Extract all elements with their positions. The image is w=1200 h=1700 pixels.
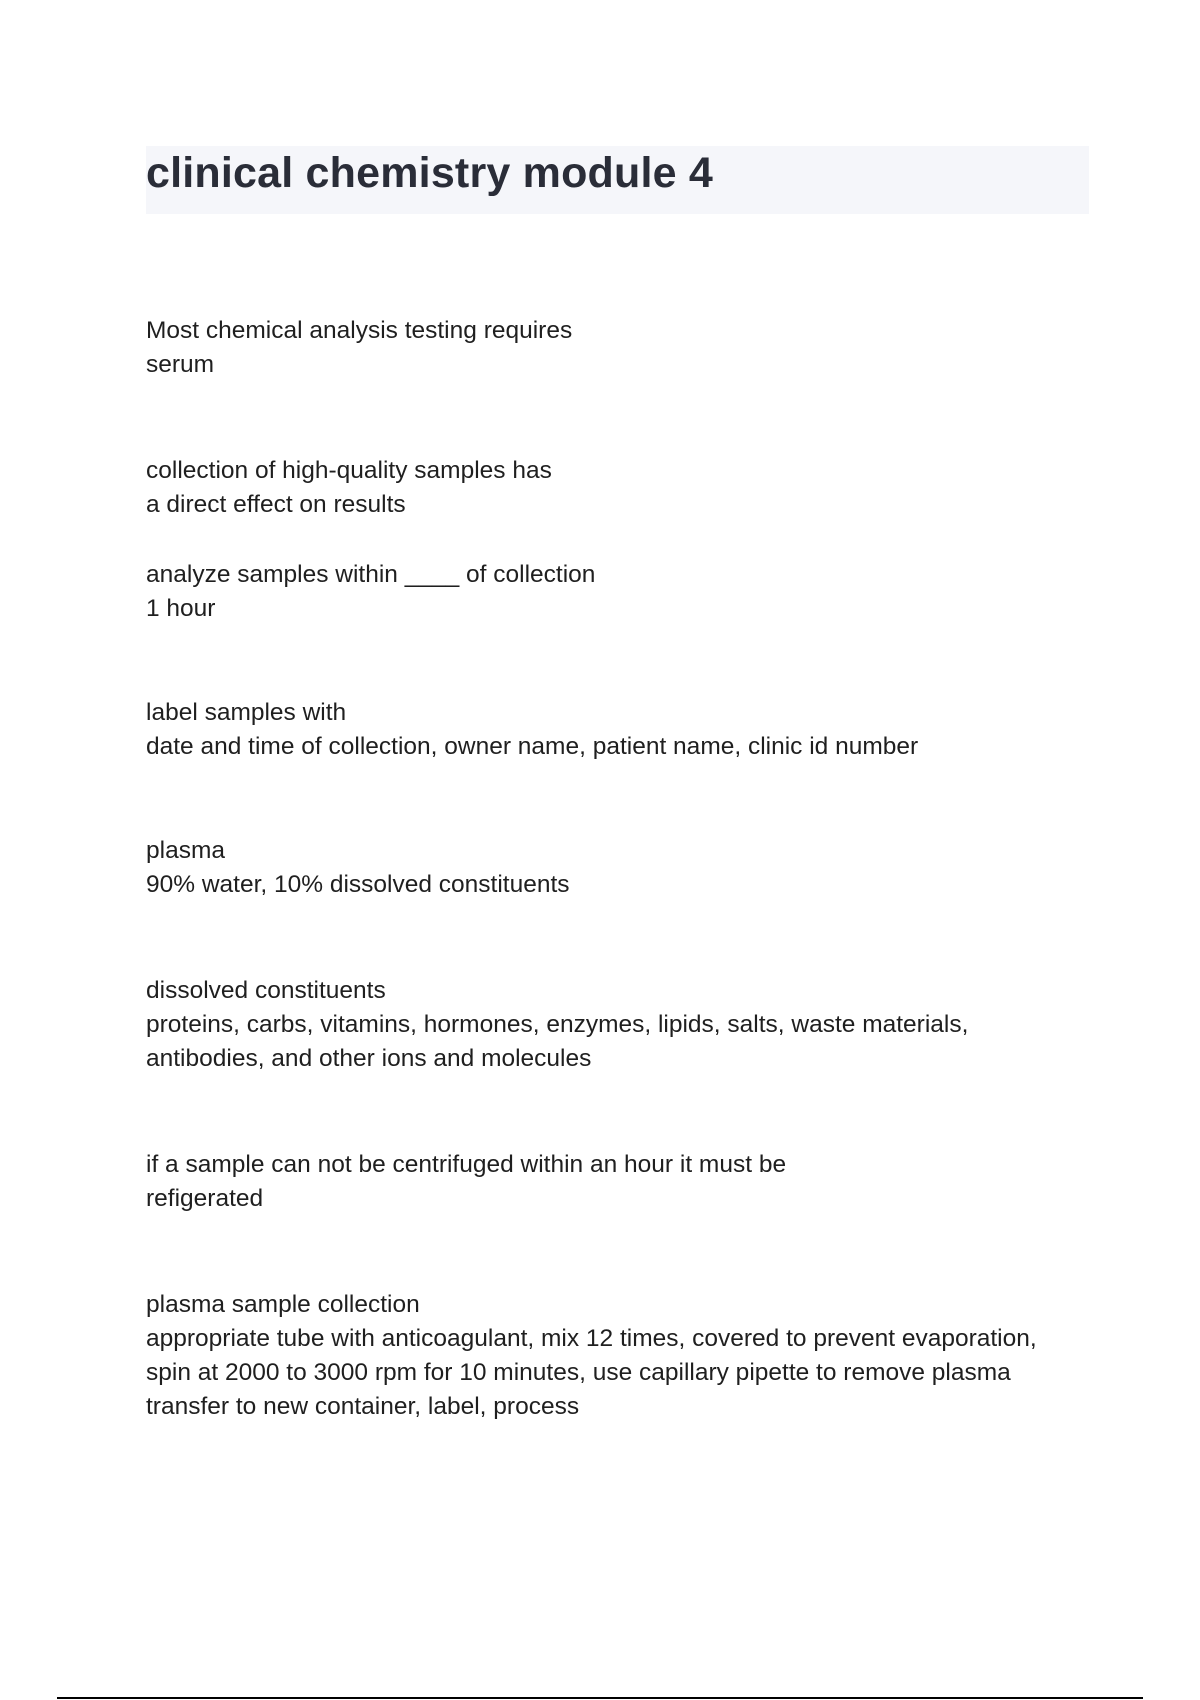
flashcard [146,1288,1066,1424]
flashcard-answer: serum [146,351,215,378]
footer-divider [57,1697,1143,1699]
flashcard [146,1148,1066,1216]
flashcard-answer: refigerated [146,1185,264,1212]
flashcard-question: label samples with [146,699,347,726]
flashcard-question: if a sample can not be centrifuged within an hour it must be [146,1151,787,1178]
page-title: clinical chemistry module 4 [146,149,714,197]
flashcard [146,834,1066,902]
flashcard [146,454,1066,522]
flashcard [146,696,1066,764]
flashcard [146,974,1066,1076]
flashcard-answer: appropriate tube with anticoagulant, mix 12 times, covered to prevent evaporation, spin at 2000 to 3000 rpm for 10 minutes, use capillary pipette to remove plasma transfer to new container, label, process [146,1325,1037,1420]
flashcard-answer: a direct effect on results [146,491,406,518]
flashcard-question: analyze samples within ____ of collection [146,561,596,588]
flashcard-question: plasma [146,837,225,864]
flashcard-question: dissolved constituents [146,977,386,1004]
flashcard [146,314,1066,382]
flashcard-question: plasma sample collection [146,1291,420,1318]
flashcard-answer: 1 hour [146,595,216,622]
flashcard [146,558,1066,626]
flashcard-question: Most chemical analysis testing requires [146,317,573,344]
flashcard-answer: date and time of collection, owner name, patient name, clinic id number [146,733,919,760]
flashcard-answer: proteins, carbs, vitamins, hormones, enzymes, lipids, salts, waste materials, antibodies, and other ions and molecules [146,1011,969,1072]
flashcard-question: collection of high-quality samples has [146,457,552,484]
flashcard-answer: 90% water, 10% dissolved constituents [146,871,570,898]
